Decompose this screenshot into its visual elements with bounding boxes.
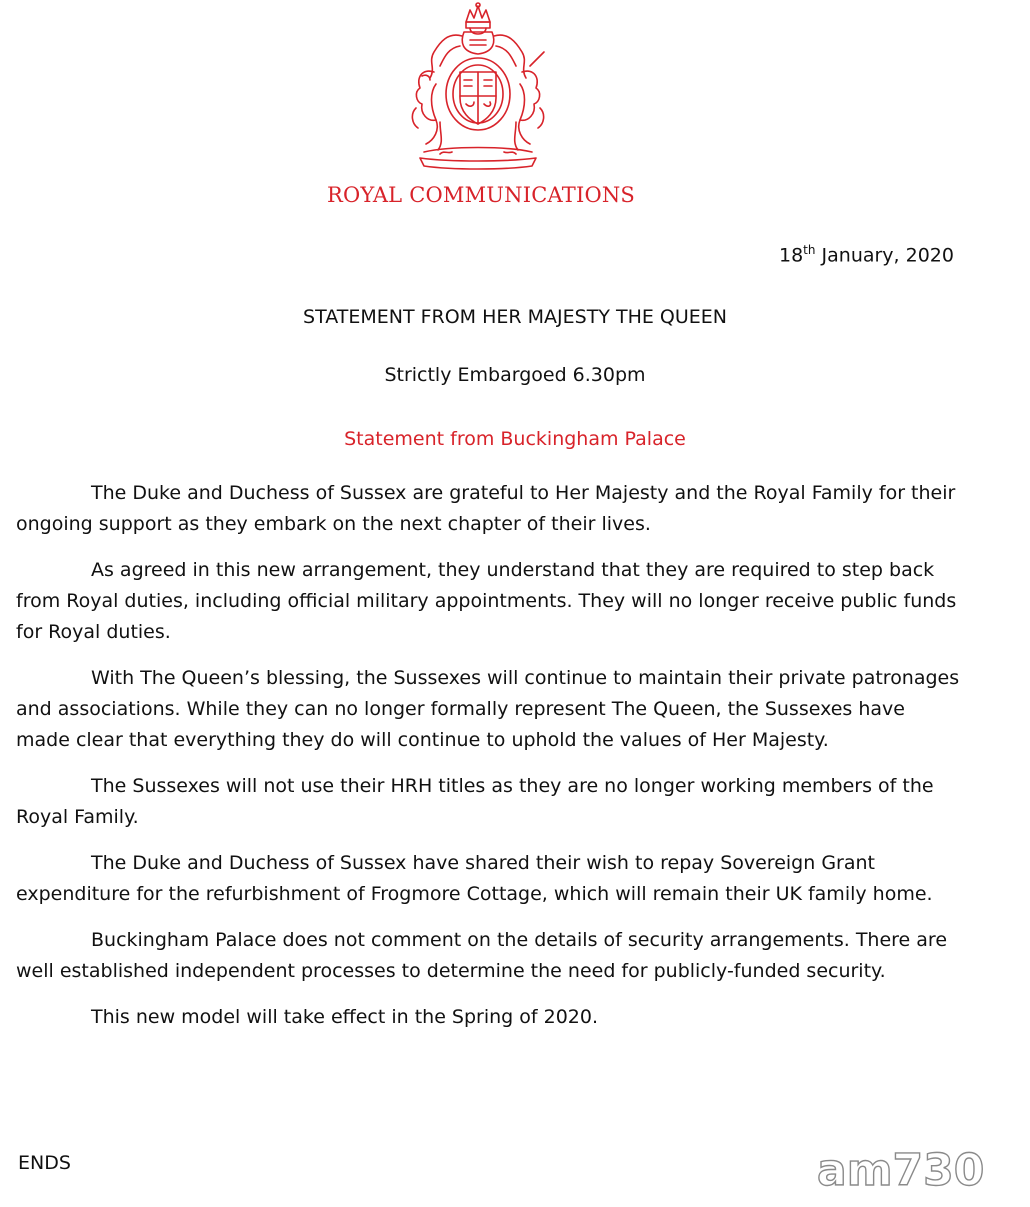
royal-coat-of-arms-icon [400, 2, 556, 170]
statement-body [16, 478, 960, 1048]
paragraph: The Sussexes will not use their HRH titles as they are no longer working members of the Royal Family. [16, 775, 934, 828]
paragraph: The Duke and Duchess of Sussex are grateful to Her Majesty and the Royal Family for their ongoing support as they embark on the next chapter of their lives. [16, 482, 956, 535]
date-day: 18 [778, 244, 804, 267]
closing-ends: ENDS [18, 1152, 71, 1174]
letterhead-title: ROYAL COMMUNICATIONS [326, 183, 636, 207]
date-month-year: January, 2020 [815, 244, 954, 267]
paragraph: Buckingham Palace does not comment on the details of security arrangements. There are well established independent processes to determine the need for publicly-funded security. [16, 929, 948, 982]
statement-heading: STATEMENT FROM HER MAJESTY THE QUEEN [303, 306, 727, 328]
paragraph: This new model will take effect in the Spring of 2020. [91, 1006, 599, 1028]
paragraph: As agreed in this new arrangement, they understand that they are required to step back from Royal duties, including official military appointments. They will no longer receive public funds for Royal duties. [16, 559, 957, 643]
embargo-notice: Strictly Embargoed 6.30pm [384, 364, 646, 386]
statement-date [779, 243, 954, 266]
date-ordinal-suffix: th [803, 243, 816, 257]
paragraph: With The Queen’s blessing, the Sussexes will continue to maintain their private patronages and associations. While they can no longer formally represent The Queen, the Sussexes have made clear that everything they do will continue to uphold the values of Her Majesty. [16, 667, 960, 751]
paragraph: The Duke and Duchess of Sussex have shared their wish to repay Sovereign Grant expenditure for the refurbishment of Frogmore Cottage, which will remain their UK family home. [16, 852, 933, 905]
am730-watermark-logo [815, 1143, 985, 1196]
statement-subtitle: Statement from Buckingham Palace [344, 428, 686, 450]
watermark-text: am730 [817, 1145, 985, 1196]
